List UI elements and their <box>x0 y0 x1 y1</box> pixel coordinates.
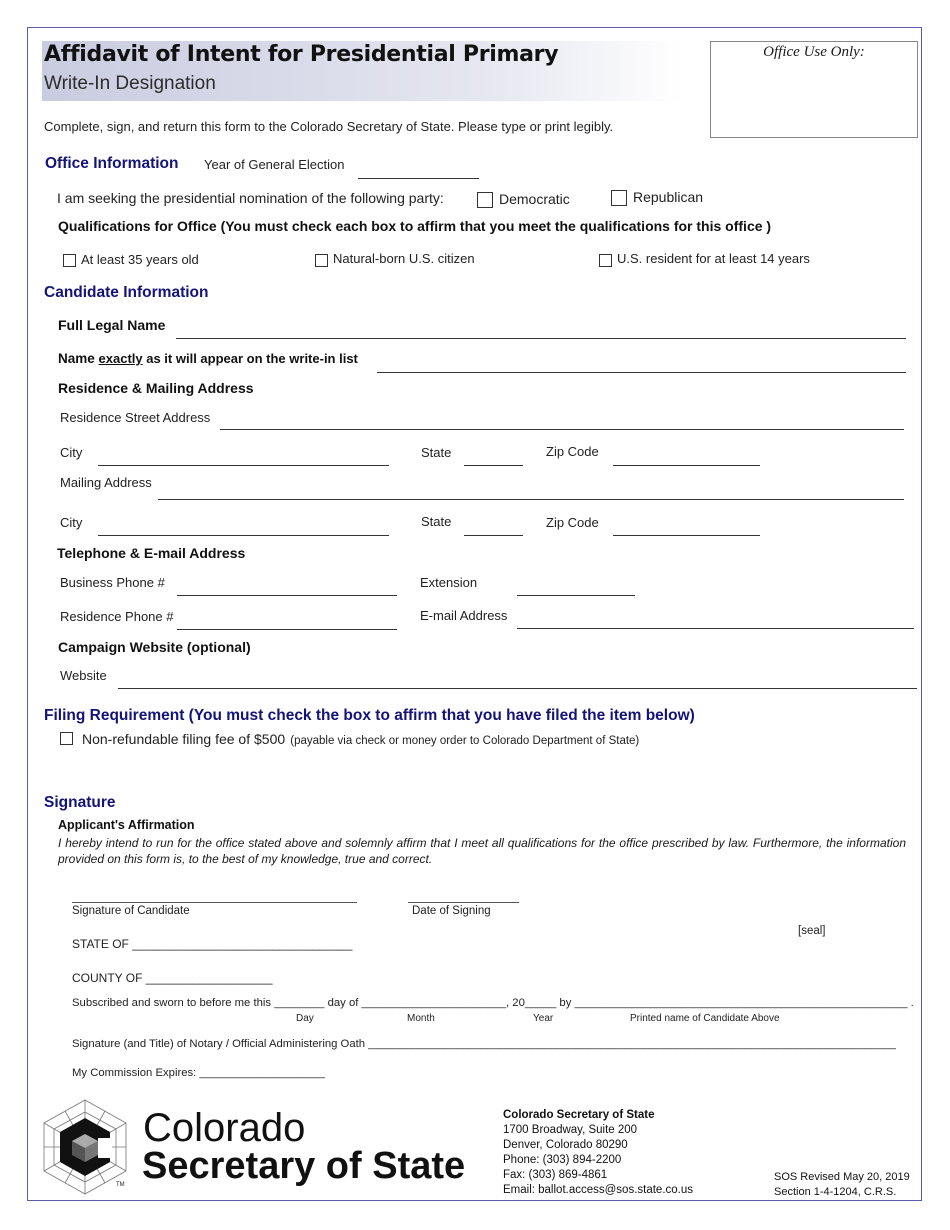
affirmation-text: I hereby intend to run for the office stated above and solemnly affirm that I meet all qualifications for the office prescribed by law. Furthermore, the information provided on this form is, to the best of my knowledge, true and correct. <box>58 836 906 866</box>
mailing-zip-label: Zip Code <box>546 515 599 530</box>
mailing-address-field[interactable] <box>158 499 904 500</box>
email-field[interactable] <box>517 628 914 629</box>
residence-state-field[interactable] <box>464 465 523 466</box>
write-in-name-field[interactable] <box>377 372 906 373</box>
affirmation-title: Applicant's Affirmation <box>58 818 195 832</box>
filing-fee-checkbox[interactable] <box>60 732 73 745</box>
footer-revised: SOS Revised May 20, 2019 <box>774 1171 910 1183</box>
age-label: At least 35 years old <box>81 252 199 267</box>
democratic-checkbox[interactable] <box>477 192 493 208</box>
resident-checkbox[interactable] <box>599 254 612 267</box>
website-label: Website <box>60 668 107 683</box>
sworn-month-caption: Month <box>407 1013 435 1024</box>
republican-label: Republican <box>633 189 704 205</box>
mailing-city-label: City <box>60 515 83 530</box>
residence-phone-field[interactable] <box>177 629 397 630</box>
signature-heading: Signature <box>44 794 116 811</box>
mailing-address-label: Mailing Address <box>60 475 152 490</box>
republican-checkbox[interactable] <box>611 190 627 206</box>
footer-email: Email: ballot.access@sos.state.co.us <box>503 1184 694 1196</box>
form-subtitle: Write-In Designation <box>44 73 216 94</box>
full-name-field[interactable] <box>176 338 906 339</box>
email-label: E-mail Address <box>420 608 508 623</box>
sworn-day-caption: Day <box>296 1013 314 1024</box>
residence-street-label: Residence Street Address <box>60 410 211 425</box>
resident-label: U.S. resident for at least 14 years <box>617 251 810 266</box>
year-field[interactable] <box>358 178 479 179</box>
mailing-state-field[interactable] <box>464 535 523 536</box>
office-use-box <box>710 41 918 138</box>
footer-address-block <box>503 1108 693 1198</box>
extension-label: Extension <box>420 575 478 590</box>
citizen-label: Natural-born U.S. citizen <box>333 251 475 266</box>
date-of-signing-label: Date of Signing <box>412 905 491 917</box>
date-of-signing-field[interactable] <box>408 902 519 903</box>
form-title: Affidavit of Intent for Presidential Primary <box>44 42 559 67</box>
full-name-label: Full Legal Name <box>58 317 166 333</box>
residence-city-field[interactable] <box>98 465 389 466</box>
mailing-zip-field[interactable] <box>613 535 760 536</box>
seal-label: [seal] <box>798 925 826 937</box>
logo-colorado: Colorado <box>143 1106 306 1150</box>
residence-phone-label: Residence Phone # <box>60 609 174 624</box>
sworn-statement: Subscribed and sworn to before me this ________ day of _______________________, 20_____ by _____________________________________________________ . <box>72 997 914 1009</box>
footer-address2: Denver, Colorado 80290 <box>503 1139 628 1151</box>
logo-trademark: TM <box>116 1182 125 1188</box>
office-use-label: Office Use Only: <box>763 44 865 60</box>
candidate-signature-field[interactable] <box>72 902 357 903</box>
commission-expires-line: My Commission Expires: ____________________ <box>72 1067 326 1079</box>
extension-field[interactable] <box>517 595 635 596</box>
instructions-text: Complete, sign, and return this form to the Colorado Secretary of State. Please type or print legibly. <box>44 119 614 134</box>
year-label: Year of General Election <box>204 157 345 172</box>
citizen-checkbox[interactable] <box>315 254 328 267</box>
website-field[interactable] <box>118 688 917 689</box>
mailing-state-label: State <box>421 514 452 529</box>
address-heading: Residence & Mailing Address <box>58 380 254 396</box>
footer-revision-block <box>774 1170 910 1200</box>
sworn-year-caption: Year <box>533 1013 554 1024</box>
residence-street-field[interactable] <box>220 429 904 430</box>
footer-section: Section 1-4-1204, C.R.S. <box>774 1186 897 1198</box>
residence-state-label: State <box>421 445 452 460</box>
write-in-name-label: Name exactly as it will appear on the write-in list <box>58 351 358 366</box>
state-of-line: STATE OF _________________________________ <box>72 937 353 951</box>
qualifications-heading: Qualifications for Office (You must check each box to affirm that you meet the qualifications for this office ) <box>58 218 772 234</box>
residence-zip-label: Zip Code <box>546 444 599 459</box>
signature-of-candidate-label: Signature of Candidate <box>72 905 190 917</box>
contact-heading: Telephone & E-mail Address <box>57 545 246 561</box>
footer-org: Colorado Secretary of State <box>503 1109 655 1121</box>
democratic-label: Democratic <box>499 191 570 207</box>
logo-secretary-of-state: Secretary of State <box>142 1145 466 1187</box>
footer-fax: Fax: (303) 869-4861 <box>503 1169 608 1181</box>
filing-requirement-heading: Filing Requirement (You must check the box to affirm that you have filed the item below) <box>44 707 695 724</box>
candidate-information-heading: Candidate Information <box>44 284 209 301</box>
footer-phone: Phone: (303) 894-2200 <box>503 1154 622 1166</box>
filing-fee-note: (payable via check or money order to Colorado Department of State) <box>290 735 640 747</box>
office-information-heading: Office Information <box>45 155 179 172</box>
mailing-city-field[interactable] <box>98 535 389 536</box>
notary-signature-line: Signature (and Title) of Notary / Official Administering Oath ____________________________________________________________________________________ <box>72 1038 896 1050</box>
age-checkbox[interactable] <box>63 254 76 267</box>
footer-address1: 1700 Broadway, Suite 200 <box>503 1124 638 1136</box>
sworn-printed-name-caption: Printed name of Candidate Above <box>630 1013 780 1024</box>
website-heading: Campaign Website (optional) <box>58 639 251 655</box>
county-of-line: COUNTY OF ___________________ <box>72 971 273 985</box>
filing-fee-label: Non-refundable filing fee of $500 <box>82 731 286 747</box>
residence-zip-field[interactable] <box>613 465 760 466</box>
business-phone-field[interactable] <box>177 595 397 596</box>
filing-fee-text <box>82 729 639 748</box>
party-prompt: I am seeking the presidential nomination of the following party: <box>57 190 444 206</box>
residence-city-label: City <box>60 445 83 460</box>
business-phone-label: Business Phone # <box>60 575 165 590</box>
